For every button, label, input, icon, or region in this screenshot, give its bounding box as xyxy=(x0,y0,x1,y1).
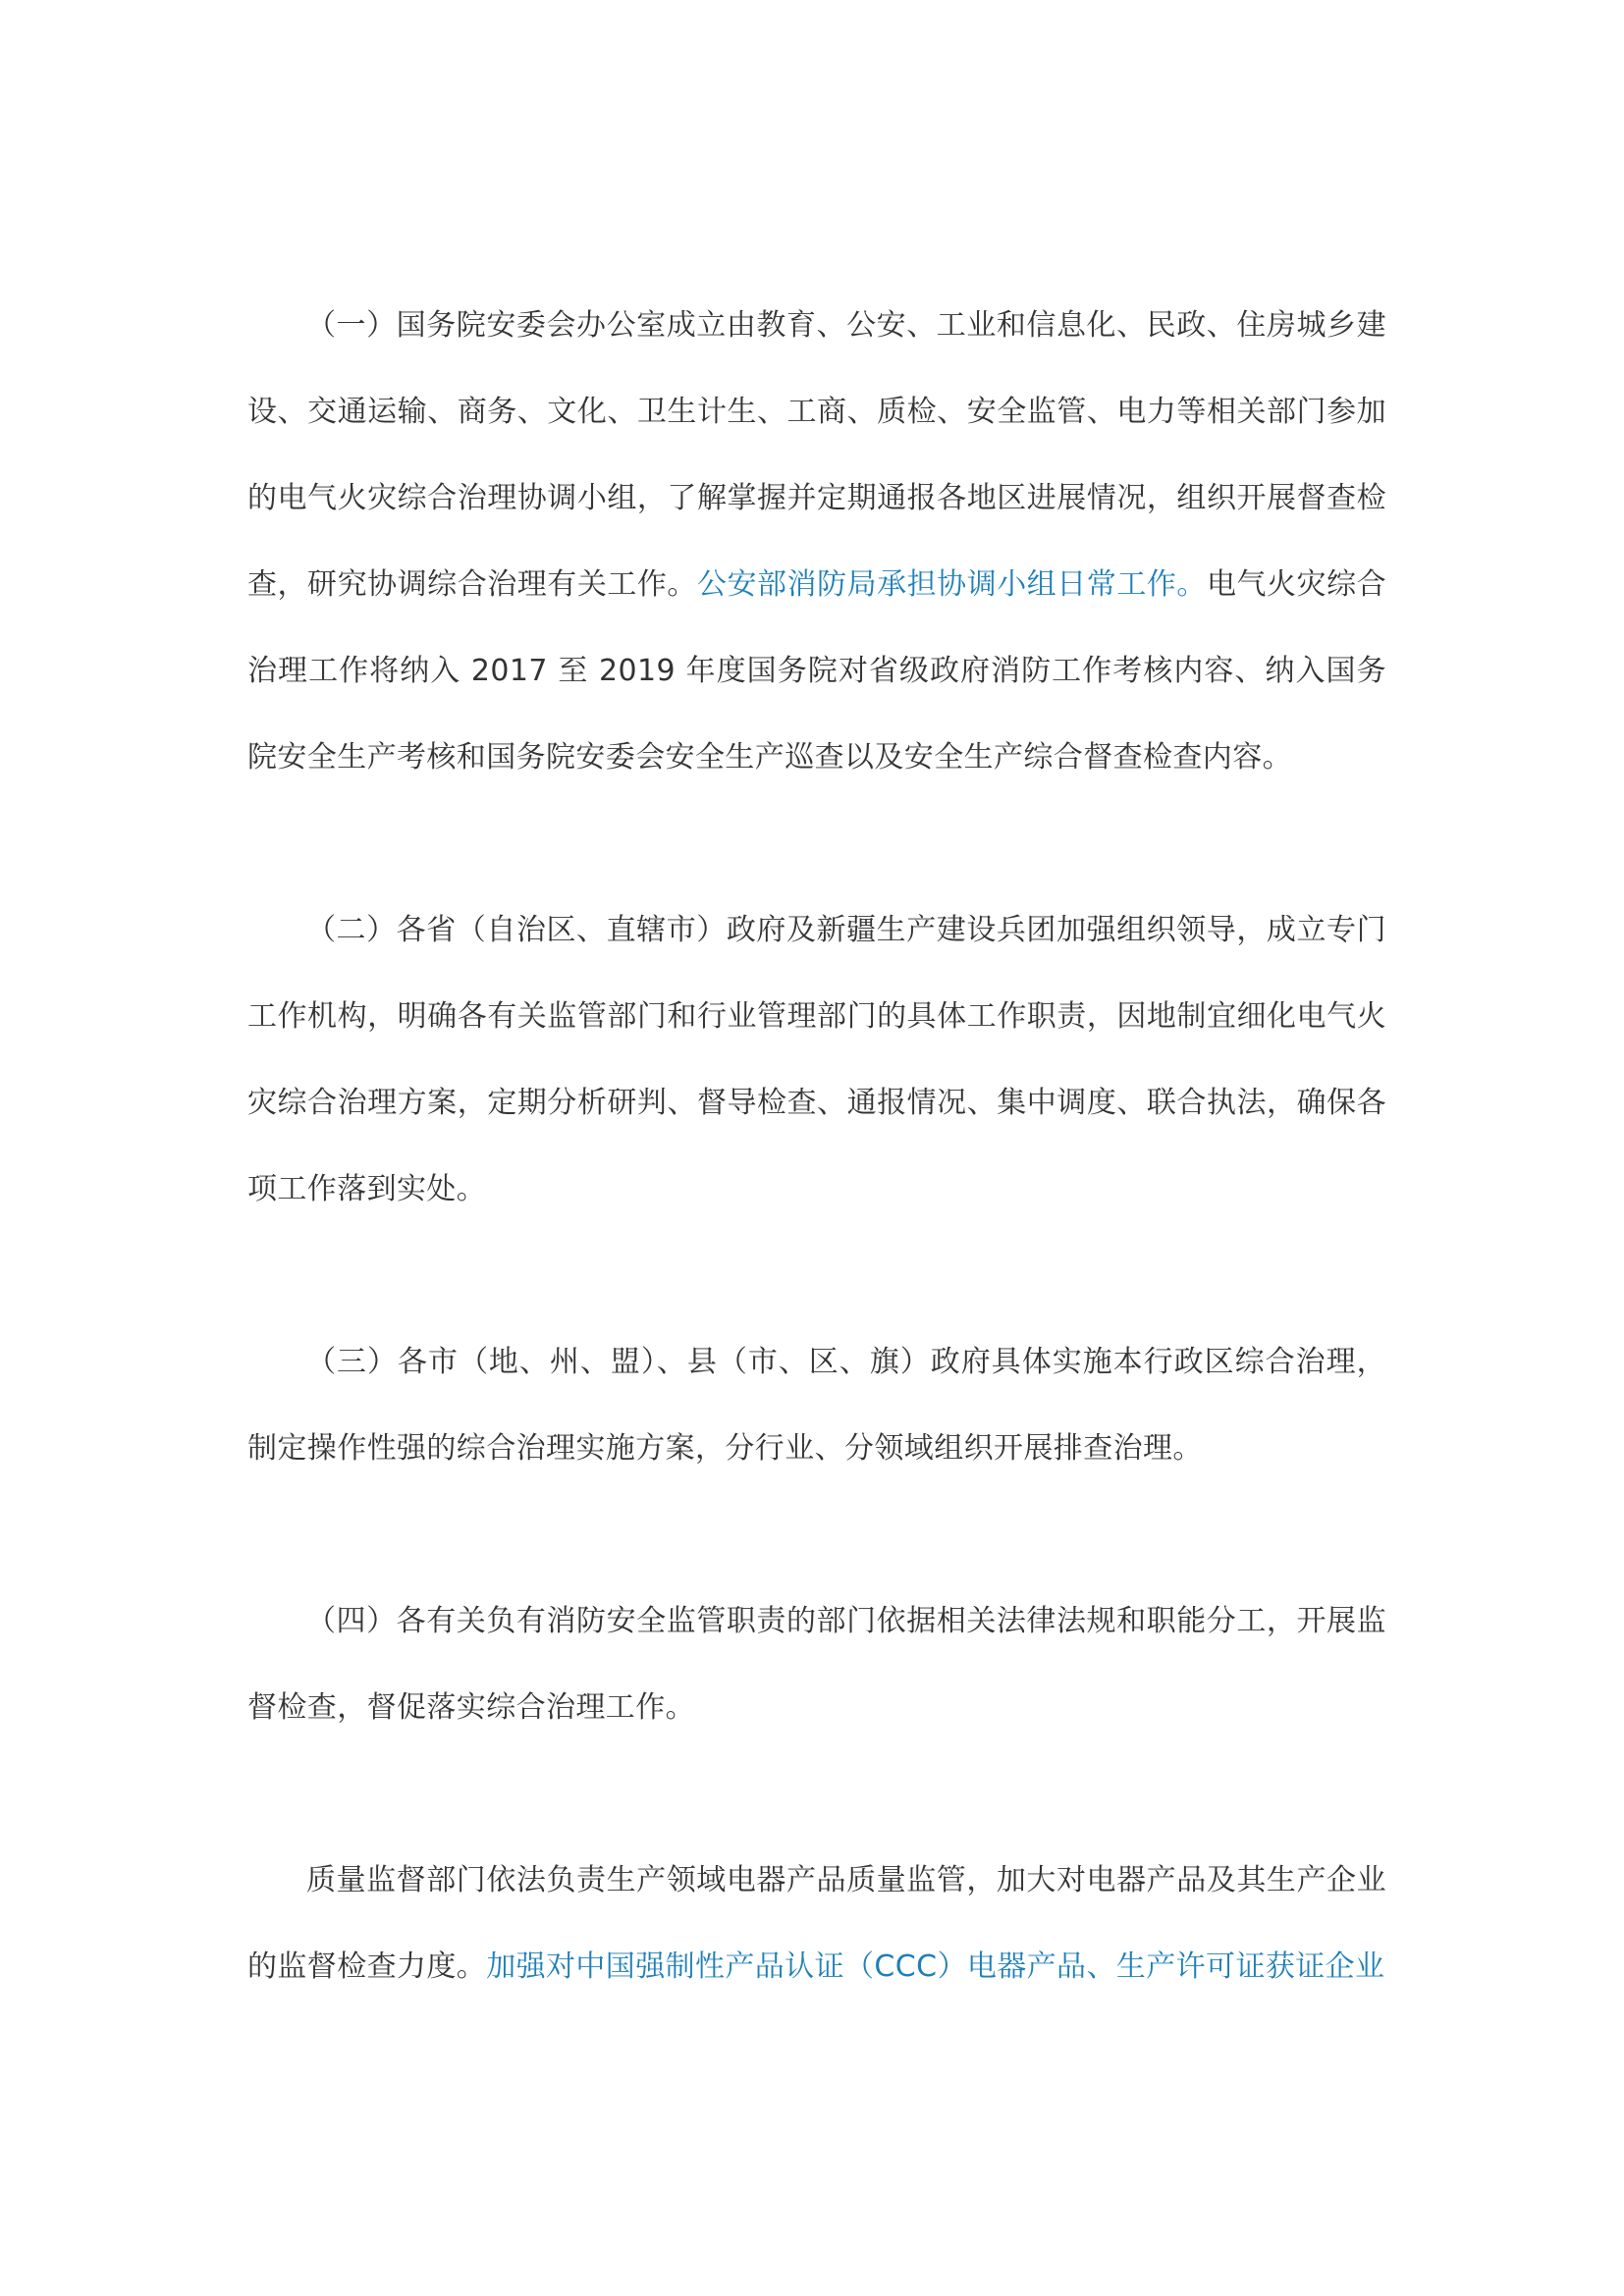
paragraph-5-link[interactable]: 加强对中国强制性产品认证（CCC）电器产品、生产许可证获证企业 xyxy=(486,1949,1385,1984)
paragraph-1 xyxy=(247,283,1386,801)
paragraph-4-text: （四）各有关负有消防安全监管职责的部门依据相关法律法规和职能分工，开展监督检查，督促落实综合治理工作。 xyxy=(247,1604,1386,1725)
paragraph-3 xyxy=(247,1319,1386,1492)
paragraph-4 xyxy=(247,1578,1386,1751)
paragraph-5-text: 质量监督部门依法负责生产领域电器产品质量监管，加大对电器产品及其生产企业的监督检查力度。 xyxy=(247,1863,1386,1984)
paragraph-1-link[interactable]: 公安部消防局承担协调小组日常工作。 xyxy=(696,567,1207,602)
paragraph-2 xyxy=(247,887,1386,1233)
paragraph-5 xyxy=(247,1838,1386,2010)
paragraph-1-text-a: （一）国务院安委会办公室成立由教育、公安、工业和信息化、民政、住房城乡建设、交通运输、商务、文化、卫生计生、工商、质检、安全监管、电力等相关部门参加的电气火灾综合治理协调小组，了解掌握并定期通报各地区进展情况，组织开展督查检查，研究协调综合治理有关工作。 xyxy=(247,308,1386,602)
paragraph-3-text: （三）各市（地、州、盟）、县（市、区、旗）政府具体实施本行政区综合治理，制定操作性强的综合治理实施方案，分行业、分领域组织开展排查治理。 xyxy=(247,1345,1386,1466)
paragraph-2-text: （二）各省（自治区、直辖市）政府及新疆生产建设兵团加强组织领导，成立专门工作机构，明确各有关监管部门和行业管理部门的具体工作职责，因地制宜细化电气火灾综合治理方案，定期分析研判、督导检查、通报情况、集中调度、联合执法，确保各项工作落到实处。 xyxy=(247,913,1386,1206)
paragraph-1-text-b: 电气火灾综合治理工作将纳入 2017 至 2019 年度国务院对省级政府消防工作考核内容、纳入国务院安全生产考核和国务院安委会安全生产巡查以及安全生产综合督查检查内容。 xyxy=(247,567,1386,774)
